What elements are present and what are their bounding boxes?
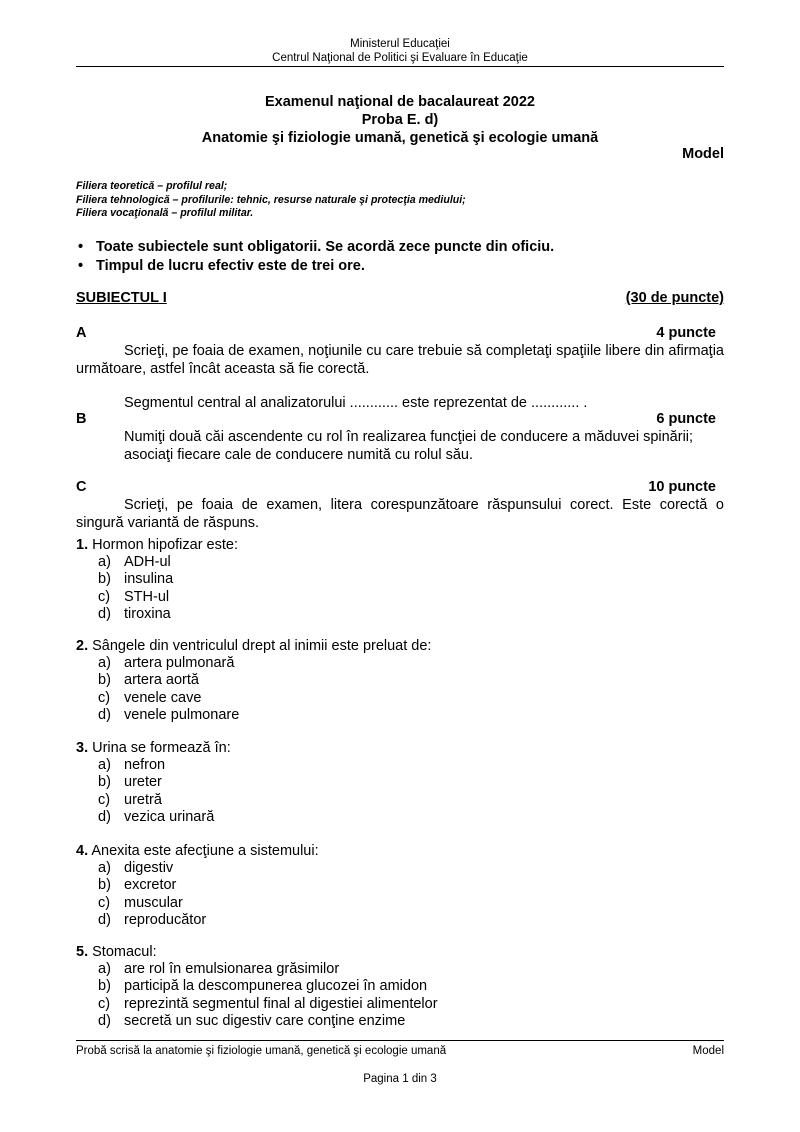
answer-option: c) reprezintă segmentul final al digestiei alimentelor — [98, 995, 438, 1012]
answer-option: b) participă la descompunerea glucozei în amidon — [98, 978, 428, 995]
section-text-line: Numiţi două căi ascendente cu rol în realizarea funcţiei de conducere a măduvei spinării; — [124, 429, 694, 445]
question-text: Hormon hipofizar este: — [92, 537, 238, 553]
answer-option: c) STH-ul — [98, 588, 170, 605]
section-letter: A — [76, 325, 87, 341]
section-points: 6 puncte — [656, 411, 716, 427]
question-text: Stomacul: — [92, 944, 157, 960]
answer-option: d) vezica urinară — [98, 808, 215, 825]
model-label: Model — [682, 146, 724, 162]
answer-option: a) ADH-ul — [98, 554, 171, 571]
question — [76, 843, 319, 929]
section-points: 4 puncte — [656, 325, 716, 341]
footer-title: Probă scrisă la anatomie şi fiziologie umană, genetică şi ecologie umană — [76, 1045, 447, 1057]
subject-points: (30 de puncte) — [625, 290, 724, 306]
answer-option: d) venele pulmonare — [98, 706, 240, 723]
section-c — [76, 478, 724, 532]
section-a — [76, 324, 724, 412]
filiera-item: Filiera tehnologică – profilurile: tehnic, resurse naturale şi protecţia mediului; — [76, 193, 466, 206]
ministry-name: Ministerul Educaţiei — [350, 38, 450, 50]
answer-option: a) artera pulmonară — [98, 655, 235, 672]
section-instruction: Scrieţi, pe foaia de examen, noţiunile cu care trebuie să completaţi spaţiile libere din afirmaţia următoare, astfel încât aceasta să fie corectă. — [76, 343, 724, 377]
center-name: Centrul Naţional de Politici şi Evaluare în Educaţie — [272, 52, 528, 64]
answer-option: d) tiroxina — [98, 605, 171, 622]
answer-option: d) secretă un suc digestiv care conţine enzime — [98, 1012, 406, 1029]
section-letter: B — [76, 411, 87, 427]
question-number: 3. — [76, 740, 89, 756]
header-divider — [76, 66, 724, 67]
question-text: Anexita este afecţiune a sistemului: — [91, 843, 319, 859]
subject-title: SUBIECTUL I — [76, 290, 167, 306]
page-number: Pagina 1 din 3 — [363, 1073, 437, 1085]
answer-option: b) ureter — [98, 774, 162, 791]
section-text-line: asociaţi fiecare cale de conducere numită cu rolul său. — [124, 447, 473, 463]
answer-option: d) reproducător — [98, 911, 207, 928]
rule-item: • Toate subiectele sunt obligatorii. Se acordă zece puncte din oficiu. — [76, 238, 554, 257]
answer-option: c) venele cave — [98, 689, 202, 706]
filiera-item: Filiera teoretică – profilul real; — [76, 180, 228, 192]
section-instruction: Scrieţi, pe foaia de examen, litera corespunzătoare răspunsului corect. Este corectă o singură variantă de răspuns. — [76, 497, 724, 531]
section-letter: C — [76, 479, 87, 495]
section-b — [76, 410, 724, 464]
footer-divider — [76, 1040, 724, 1041]
question — [76, 740, 231, 826]
answer-option: c) muscular — [98, 894, 183, 911]
title-line-1: Examenul naţional de bacalaureat 2022 — [265, 94, 535, 110]
question-text: Urina se formează în: — [92, 740, 231, 756]
question — [76, 944, 438, 1030]
page-footer — [76, 1045, 724, 1057]
footer-model: Model — [692, 1045, 724, 1057]
filiera-item: Filiera vocaţională – profilul militar. — [76, 207, 254, 219]
answer-option: a) nefron — [98, 757, 166, 774]
exam-title — [76, 93, 724, 147]
answer-option: a) digestiv — [98, 860, 174, 877]
question-number: 1. — [76, 537, 89, 553]
title-line-3: Anatomie şi fiziologie umană, genetică şi ecologie umană — [201, 130, 599, 146]
rule-item: • Timpul de lucru efectiv este de trei ore. — [76, 257, 554, 276]
rules-list — [76, 238, 554, 276]
answer-option: b) excretor — [98, 877, 177, 894]
question-text: Sângele din ventriculul drept al inimii este preluat de: — [92, 638, 432, 654]
answer-option: b) insulina — [98, 571, 174, 588]
subject-heading — [76, 290, 724, 306]
answer-option: b) artera aortă — [98, 672, 199, 689]
filiere-list — [76, 180, 466, 221]
question-number: 5. — [76, 944, 89, 960]
question-number: 2. — [76, 638, 89, 654]
section-statement: Segmentul central al analizatorului ............ este reprezentat de ............ . — [124, 395, 588, 411]
question — [76, 537, 238, 623]
question — [76, 638, 431, 724]
title-line-2: Proba E. d) — [361, 112, 439, 128]
answer-option: c) uretră — [98, 791, 162, 808]
question-number: 4. — [76, 843, 89, 859]
section-points: 10 puncte — [648, 479, 716, 495]
answer-option: a) are rol în emulsionarea grăsimilor — [98, 961, 340, 978]
page-header — [76, 37, 724, 65]
